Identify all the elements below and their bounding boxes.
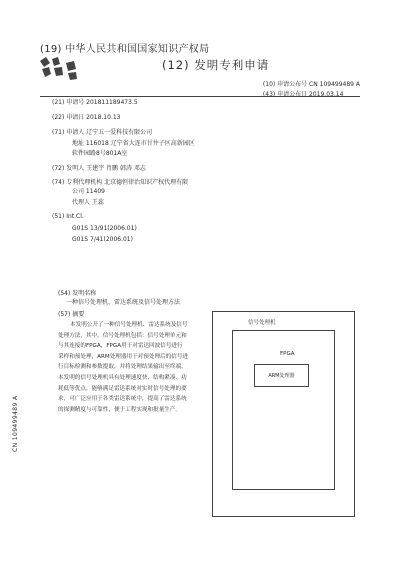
- ipc-class-2: G01S 7/41(2006.01): [72, 236, 133, 243]
- office-logo-icon: [36, 55, 96, 81]
- agent: 代理人 王蕊: [72, 199, 104, 206]
- abstract-heading: (57) 摘要: [58, 311, 85, 318]
- office-name: (19) 中华人民共和国国家知识产权局: [40, 44, 210, 55]
- address-line-2: 软件园路8号801A室: [72, 150, 128, 157]
- publication-number: (10) 申请公布号 CN 109499489 A: [262, 81, 360, 88]
- fpga-label: FPGA: [280, 351, 295, 357]
- applicant: (71) 申请人 辽宁五一爱科技有限公司: [52, 129, 153, 136]
- arm-processor-block: [254, 364, 309, 387]
- invention-title: 一种信号处理机、雷达系统及信号处理方法: [66, 299, 181, 306]
- header-divider: [40, 96, 360, 97]
- title-heading: (54) 发明名称: [58, 290, 97, 297]
- arm-processor-label: ARM处理器: [268, 373, 295, 379]
- ipc-class-1: G01S 13/91(2006.01): [72, 225, 137, 232]
- side-publication-code: CN 109499489 A: [12, 395, 19, 452]
- agency-line-2: 公司 11409: [72, 188, 105, 195]
- application-number: (21) 申请号 201811189473.5: [52, 99, 138, 106]
- abstract-text: 本发明公开了一种信号处理机、雷达系统及信号处理方法，其中，信号处理机包括：信号处理单元和与其连接的FPGA，FPGA用于对雷达回波信号进行采样和预处理，ARM处理器用于对预处理后的信号进行目标检测和参数提取，并将处理结果输出至终端。本发明的信号处理机具有处理速度快、结构紧凑、功耗低等优点，能够满足雷达系统对实时信号处理的要求，可广泛应用于各类雷达系统中，提高了雷达系统的探测精度与可靠性，便于工程实现和批量生产。: [58, 322, 189, 413]
- publication-date: (43) 申请公布日 2019.03.14: [262, 91, 344, 98]
- publication-info: [263, 80, 360, 100]
- address-line-1: 地址 116018 辽宁省大连市甘井子区高新园区: [72, 140, 195, 147]
- inventors: (72) 发明人 王建宇 肖鹏 韩涛 邓志: [52, 165, 146, 172]
- ipc-heading: (51) Int.Cl.: [52, 213, 84, 220]
- application-date: (22) 申请日 2018.10.13: [52, 114, 121, 121]
- figure-caption: 信号处理机: [248, 320, 276, 326]
- document-type: (12) 发明专利申请: [162, 58, 270, 72]
- agency-line-1: (74) 专利代理机构 北京德恒律治知识产权代理有限: [52, 179, 189, 186]
